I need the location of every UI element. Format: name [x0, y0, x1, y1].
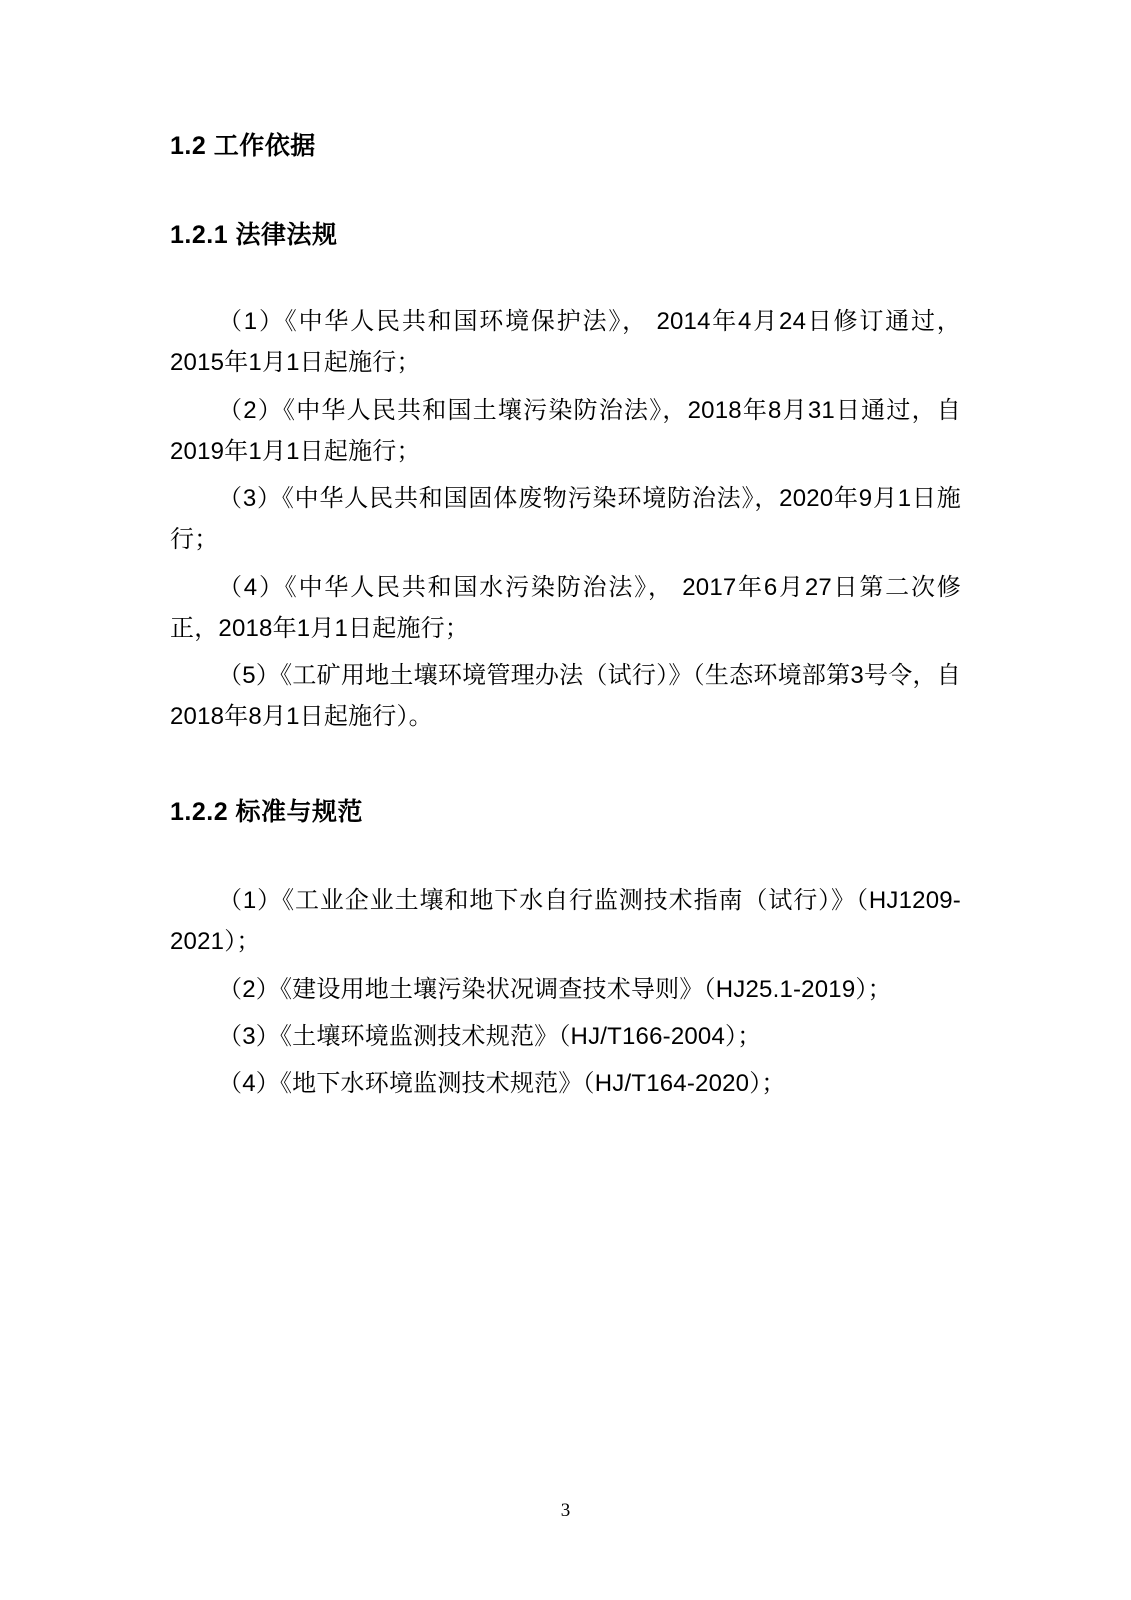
- standard-item-3: （3）《土壤环境监测技术规范》（HJ/T166-2004）；: [218, 1022, 762, 1050]
- law-item-4: （4）《中华人民共和国水污染防治法》， 2017年6月27日第二次修正，2018年1月1日起施行；: [170, 573, 961, 642]
- subsection-heading-1-2-2: 1.2.2 标准与规范: [170, 797, 364, 826]
- law-item-3: （3）《中华人民共和国固体废物污染环境防治法》，2020年9月1日施行；: [170, 485, 961, 554]
- standard-item-2: （2）《建设用地土壤污染状况调查技术导则》（HJ25.1-2019）；: [218, 975, 892, 1003]
- standard-item-1: （1）《工业企业土壤和地下水自行监测技术指南（试行）》（HJ1209- 2021）；: [170, 887, 961, 956]
- page-number: 3: [560, 1500, 571, 1521]
- law-item-5: （5）《工矿用地土壤环境管理办法（试行）》（生态环境部第3号令，自2018年8月1日起施行）。: [170, 662, 961, 731]
- section-heading-1-2: 1.2 工作依据: [170, 132, 316, 160]
- law-item-1: （1）《中华人民共和国环境保护法》， 2014年4月24日修订通过，2015年1月1日起施行；: [170, 308, 961, 377]
- law-item-2: （2）《中华人民共和国土壤污染防治法》，2018年8月31日通过，自 2019年1月1日起施行；: [170, 396, 961, 465]
- subsection-heading-1-2-1: 1.2.1 法律法规: [170, 220, 338, 249]
- standard-item-4: （4）《地下水环境监测技术规范》（HJ/T164-2020）；: [218, 1070, 786, 1098]
